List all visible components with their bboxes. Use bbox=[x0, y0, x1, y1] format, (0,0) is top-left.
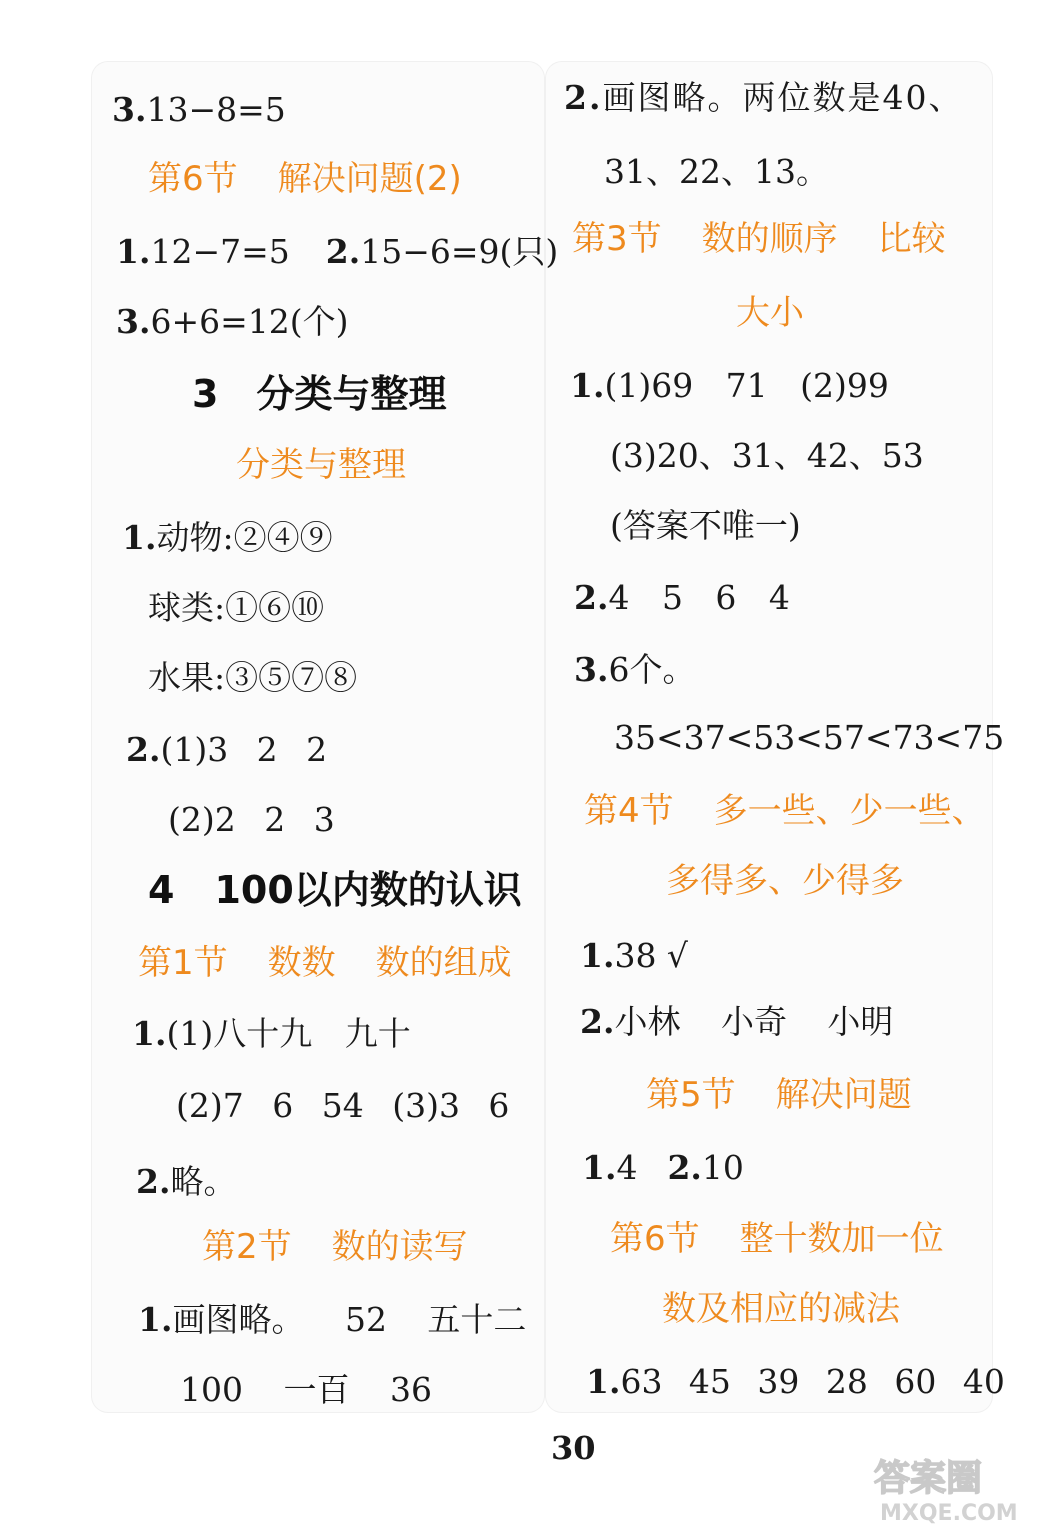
section-title: 第3节 数的顺序 比较 bbox=[572, 219, 946, 259]
answer-line: 2.略。 bbox=[136, 1162, 237, 1201]
section-title: 第6节 解决问题(2) bbox=[148, 159, 462, 199]
answer-line: 1.画图略。 52 五十二 bbox=[138, 1300, 527, 1339]
answer-line: 水果:③⑤⑦⑧ bbox=[148, 658, 358, 697]
answer-line: 35<37<53<57<73<75 bbox=[614, 718, 1005, 757]
section-title: 第1节 数数 数的组成 bbox=[138, 943, 512, 983]
chapter-heading: 3 分类与整理 bbox=[192, 372, 447, 416]
answer-line: 3.6个。 bbox=[574, 650, 696, 689]
section-title: 多得多、少得多 bbox=[666, 861, 904, 901]
answer-line: (答案不唯一) bbox=[610, 506, 801, 545]
answer-line: (2)7 6 54 (3)3 6 bbox=[176, 1086, 510, 1125]
section-title: 大小 bbox=[736, 293, 804, 333]
answer-line: 1.(1)69 71 (2)99 bbox=[570, 366, 889, 405]
section-title: 分类与整理 bbox=[236, 445, 406, 485]
answer-line: 3.13−8=5 bbox=[112, 90, 286, 129]
section-title: 第5节 解决问题 bbox=[646, 1075, 912, 1115]
answer-line: 1.(1)八十九 九十 bbox=[132, 1014, 411, 1053]
answer-line: (3)20、31、42、53 bbox=[610, 436, 924, 475]
section-title: 第6节 整十数加一位 bbox=[610, 1219, 944, 1259]
answer-line: 100 一百 36 bbox=[180, 1370, 432, 1409]
chapter-heading: 4 100以内数的认识 bbox=[148, 868, 522, 912]
answer-line: 1.12−7=5 2.15−6=9(只) bbox=[116, 232, 559, 271]
watermark-text: 答案圈 bbox=[874, 1458, 983, 1499]
answer-line: 2.(1)3 2 2 bbox=[126, 730, 328, 769]
section-title: 第4节 多一些、少一些、 bbox=[584, 791, 986, 831]
answer-line: (2)2 2 3 bbox=[168, 800, 335, 839]
section-title: 数及相应的减法 bbox=[662, 1289, 900, 1329]
answer-line: 1.38 √ bbox=[580, 936, 688, 975]
answer-line: 2.4 5 6 4 bbox=[574, 578, 790, 617]
answer-line: 1.63 45 39 28 60 40 bbox=[586, 1362, 1005, 1401]
page-number: 30 bbox=[551, 1429, 596, 1467]
answer-line: 31、22、13。 bbox=[604, 152, 829, 191]
answer-line: 球类:①⑥⑩ bbox=[148, 588, 325, 627]
answer-line: 1.4 2.10 bbox=[582, 1148, 744, 1187]
answer-line: 3.6+6=12(个) bbox=[116, 302, 349, 341]
watermark-logo bbox=[866, 1446, 1036, 1528]
section-title: 第2节 数的读写 bbox=[202, 1227, 468, 1267]
answer-line: 2.小林 小奇 小明 bbox=[580, 1002, 894, 1041]
answer-line: 2.画图略。两位数是40、 bbox=[564, 78, 964, 117]
watermark-url: MXQE.COM bbox=[880, 1501, 1018, 1526]
answer-line: 1.动物:②④⑨ bbox=[122, 518, 333, 557]
